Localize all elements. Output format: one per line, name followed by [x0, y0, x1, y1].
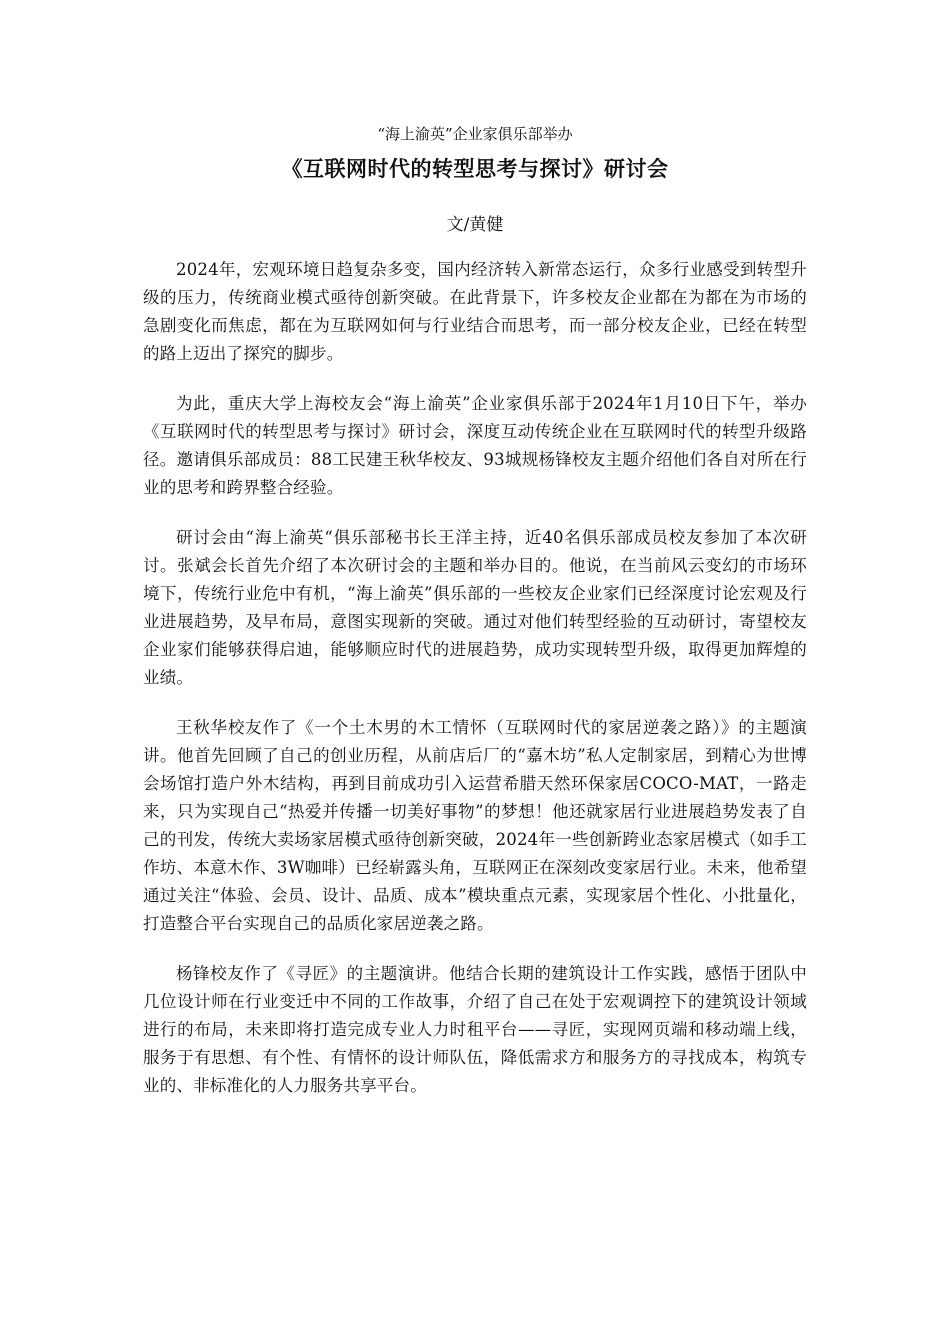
- article-title: 《互联网时代的转型思考与探讨》研讨会: [281, 156, 669, 181]
- paragraph-host: 研讨会由“海上渝英“俱乐部秘书长王洋主持，近40名俱乐部成员校友参加了本次研讨。张斌会长首先介绍了本次研讨会的主题和举办目的。他说，在当前风云变幻的市场环境下，传统行业危中有机，“海上渝英”俱乐部的一些校友企业家们已经深度讨论宏观及行业进展趋势，及早布局，意图实现新的突破。通过对他们转型经验的互动研讨，寄望校友企业家们能够获得启迪，能够顺应时代的进展趋势，成功实现转型升级，取得更加辉煌的业绩。: [143, 528, 807, 687]
- article-body: [143, 256, 807, 1122]
- paragraph-intro: 2024年，宏观环境日趋复杂多变，国内经济转入新常态运行，众多行业感受到转型升级的压力，传统商业模式亟待创新突破。在此背景下，许多校友企业都在为都在为市场的急剧变化而焦虑，都在为互联网如何与行业结合而思考，而一部分校友企业，已经在转型的路上迈出了探究的脚步。: [143, 260, 807, 363]
- author-byline: 文/黄健: [446, 215, 504, 235]
- paragraph-speaker-wang: 王秋华校友作了《一个土木男的木工情怀（互联网时代的家居逆袭之路）》的主题演讲。他首先回顾了自己的创业历程，从前店后厂的“嘉木坊”私人定制家居，到精心为世博会场馆打造户外木结构，再到目前成功引入运营希腊天然环保家居COCO-MAT，一路走来，只为实现自己“热爱并传播一切美好事物”的梦想！他还就家居行业进展趋势发表了自己的刊发，传统大卖场家居模式亟待创新突破，2024年一些创新跨业态家居模式（如手工作坊、本意木作、3W咖啡）已经崭露头角，互联网正在深刻改变家居行业。未来，他希望通过关注“体验、会员、设计、品质、成本”模块重点元素，实现家居个性化、小批量化，打造整合平台实现自己的品质化家居逆袭之路。: [143, 718, 807, 933]
- paragraph-speaker-yang: 杨锋校友作了《寻匠》的主题演讲。他结合长期的建筑设计工作实践，感悟于团队中几位设计师在行业变迁中不同的工作故事，介绍了自己在处于宏观调控下的建筑设计领域进行的布局，未来即将打造完成专业人力时租平台——寻匠，实现网页端和移动端上线，服务于有思想、有个性、有情怀的设计师队伍，降低需求方和服务方的寻找成本，构筑专业的、非标准化的人力服务共享平台。: [143, 964, 807, 1095]
- paragraph-event: 为此，重庆大学上海校友会“海上渝英”企业家俱乐部于2024年1月10日下午，举办《互联网时代的转型思考与探讨》研讨会，深度互动传统企业在互联网时代的转型升级路径。邀请俱乐部成员：88工民建王秋华校友、93城规杨锋校友主题介绍他们各自对所在行业的思考和跨界整合经验。: [143, 394, 807, 497]
- event-subtitle: “海上渝英”企业家俱乐部举办: [377, 125, 573, 143]
